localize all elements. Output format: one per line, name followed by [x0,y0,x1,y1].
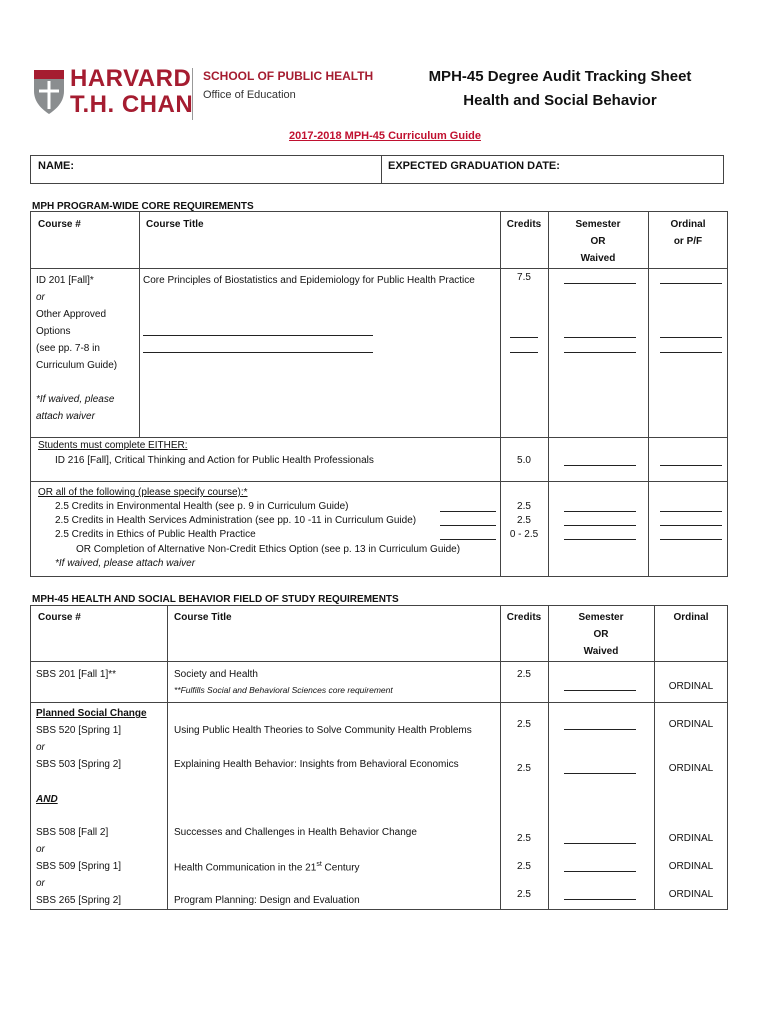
sbs503-credits: 2.5 [517,763,531,774]
must-complete-either: Students must complete EITHER: [38,440,188,451]
env-ordinal-field[interactable] [660,511,722,512]
sbs520-credits: 2.5 [517,719,531,730]
other-semester-field-1[interactable] [564,337,636,338]
core-col-divider-3 [548,211,549,577]
name-label: NAME: [38,160,75,172]
other-credits-field-2[interactable] [510,352,538,353]
sbs201-semester-field[interactable] [564,690,636,691]
ethics-semester-field[interactable] [564,539,636,540]
hsa-ordinal-field[interactable] [660,525,722,526]
id201-ordinal-field[interactable] [660,283,722,284]
and-label: AND [36,794,58,805]
sbs503-ordinal: ORDINAL [668,763,714,774]
sbs201-title: Society and Health [174,669,258,680]
alt-ethics-option: OR Completion of Alternative Non-Credit Ethics Option (see p. 13 in Curriculum Guide) [76,544,461,555]
sbs265-semester-field[interactable] [564,899,636,900]
harvard-shield-icon [33,69,65,115]
id201-course: ID 201 [Fall]* [36,275,94,286]
sbs503-course: SBS 503 [Spring 2] [36,759,122,770]
core-col-divider-4 [648,211,649,577]
sbs509-title-post: Century [321,862,360,874]
hsb-col-title: Course Title [174,612,232,623]
other-options-3: (see pp. 7-8 in [36,343,100,354]
waive-note-1: *If waived, please [36,394,115,405]
ethics-ordinal-field[interactable] [660,539,722,540]
sbs509-or: or [36,878,45,889]
env-health-course: 2.5 Credits in Environmental Health (see p. 9 in Curriculum Guide) [55,501,349,512]
sbs509-semester-field[interactable] [564,871,636,872]
graduation-date-label: EXPECTED GRADUATION DATE: [388,160,560,172]
sbs509-title [174,861,360,873]
sbs508-ordinal: ORDINAL [668,833,714,844]
hsb-col-semester-or: OR [593,629,609,640]
sbs508-or: or [36,844,45,855]
sbs265-ordinal: ORDINAL [668,889,714,900]
core-header-divider [30,268,728,269]
core-row-divider-1 [30,437,728,438]
core-col-semester-or: OR [590,236,606,247]
school-name: SCHOOL OF PUBLIC HEALTH [203,69,374,83]
other-title-field-2[interactable] [143,352,373,353]
sbs509-credits: 2.5 [517,861,531,872]
sbs265-title: Program Planning: Design and Evaluation [174,895,360,906]
sbs520-ordinal: ORDINAL [668,719,714,730]
logo-harvard: HARVARD [70,65,192,92]
waive-note-3: *If waived, please attach waiver [55,558,196,569]
core-col-title: Course Title [146,219,204,230]
sbs201-note: **Fulfills Social and Behavioral Sciences core requirement [174,685,393,695]
hsb-col-course: Course # [38,612,81,623]
hsb-col-ordinal: Ordinal [673,612,709,623]
info-divider [381,155,382,184]
hsb-section-title: MPH-45 HEALTH AND SOCIAL BEHAVIOR FIELD OF STUDY REQUIREMENTS [32,594,399,605]
hsb-col-divider-4 [654,605,655,910]
sbs520-or: or [36,742,45,753]
sbs201-credits: 2.5 [517,669,531,680]
sbs508-semester-field[interactable] [564,843,636,844]
id216-credits: 5.0 [517,455,531,466]
core-col-ordinal-pf: or P/F [673,236,703,247]
other-options-1: Other Approved [36,309,107,320]
ethics-course-field[interactable] [440,539,496,540]
sbs265-credits: 2.5 [517,889,531,900]
hsb-col-divider-1 [167,605,168,910]
core-section-title: MPH PROGRAM-WIDE CORE REQUIREMENTS [32,201,254,212]
core-col-ordinal: Ordinal [670,219,706,230]
logo-th-chan: T.H. CHAN [70,91,194,118]
id201-or: or [36,292,45,303]
env-semester-field[interactable] [564,511,636,512]
core-col-semester: Semester [575,219,621,230]
hsa-course: 2.5 Credits in Health Services Administration (see pp. 10 -11 in Curriculum Guide) [55,515,417,526]
env-course-field[interactable] [440,511,496,512]
sbs265-course: SBS 265 [Spring 2] [36,895,122,906]
sbs508-title: Successes and Challenges in Health Behavior Change [174,827,417,838]
sbs509-title-pre: Health Communication in the 21 [174,862,317,874]
curriculum-guide-link[interactable]: 2017-2018 MPH-45 Curriculum Guide [289,130,481,142]
sbs520-course: SBS 520 [Spring 1] [36,725,122,736]
ethics-course: 2.5 Credits in Ethics of Public Health Practice [55,529,256,540]
planned-social-change: Planned Social Change [36,708,147,719]
other-options-2: Options [36,326,71,337]
hsb-col-semester-waived: Waived [583,646,619,657]
id201-credits: 7.5 [517,272,531,283]
core-col-course: Course # [38,219,81,230]
sbs201-ordinal: ORDINAL [668,681,714,692]
core-col-divider-1 [139,211,140,437]
office-name: Office of Education [203,89,296,101]
sbs520-title: Using Public Health Theories to Solve Community Health Problems [174,725,472,736]
other-title-field-1[interactable] [143,335,373,336]
or-all-following: OR all of the following (please specify course):* [38,487,248,498]
other-semester-field-2[interactable] [564,352,636,353]
hsb-header-divider [30,661,728,662]
core-col-credits: Credits [506,219,542,230]
sbs508-course: SBS 508 [Fall 2] [36,827,109,838]
hsb-row-divider-1 [30,702,728,703]
sbs508-credits: 2.5 [517,833,531,844]
id216-ordinal-field[interactable] [660,465,722,466]
logo-divider [192,68,193,120]
id201-title: Core Principles of Biostatistics and Epidemiology for Public Health Practice [143,275,475,286]
core-row-divider-2 [30,481,728,482]
id216-semester-field[interactable] [564,465,636,466]
ethics-credits: 0 - 2.5 [509,529,539,540]
hsb-col-semester: Semester [578,612,624,623]
id201-semester-field[interactable] [564,283,636,284]
sbs520-semester-field[interactable] [564,729,636,730]
page-title: MPH-45 Degree Audit Tracking Sheet [428,68,692,85]
env-credits: 2.5 [517,501,531,512]
waive-note-2: attach waiver [36,411,95,422]
hsa-credits: 2.5 [517,515,531,526]
hsa-semester-field[interactable] [564,525,636,526]
sbs509-course: SBS 509 [Spring 1] [36,861,122,872]
page-subtitle: Health and Social Behavior [463,92,657,109]
sbs509-title-sup: st [316,861,322,868]
sbs503-semester-field[interactable] [564,773,636,774]
id216-course: ID 216 [Fall], Critical Thinking and Action for Public Health Professionals [55,455,374,466]
hsa-course-field[interactable] [440,525,496,526]
sbs509-ordinal: ORDINAL [668,861,714,872]
hsb-col-credits: Credits [506,612,542,623]
other-options-4: Curriculum Guide) [36,360,118,371]
other-credits-field-1[interactable] [510,337,538,338]
student-info-box [30,155,724,184]
sbs201-course: SBS 201 [Fall 1]** [36,669,117,680]
other-ordinal-field-1[interactable] [660,337,722,338]
sbs503-title: Explaining Health Behavior: Insights from Behavioral Economics [174,759,459,770]
other-ordinal-field-2[interactable] [660,352,722,353]
core-col-semester-waived: Waived [580,253,616,264]
